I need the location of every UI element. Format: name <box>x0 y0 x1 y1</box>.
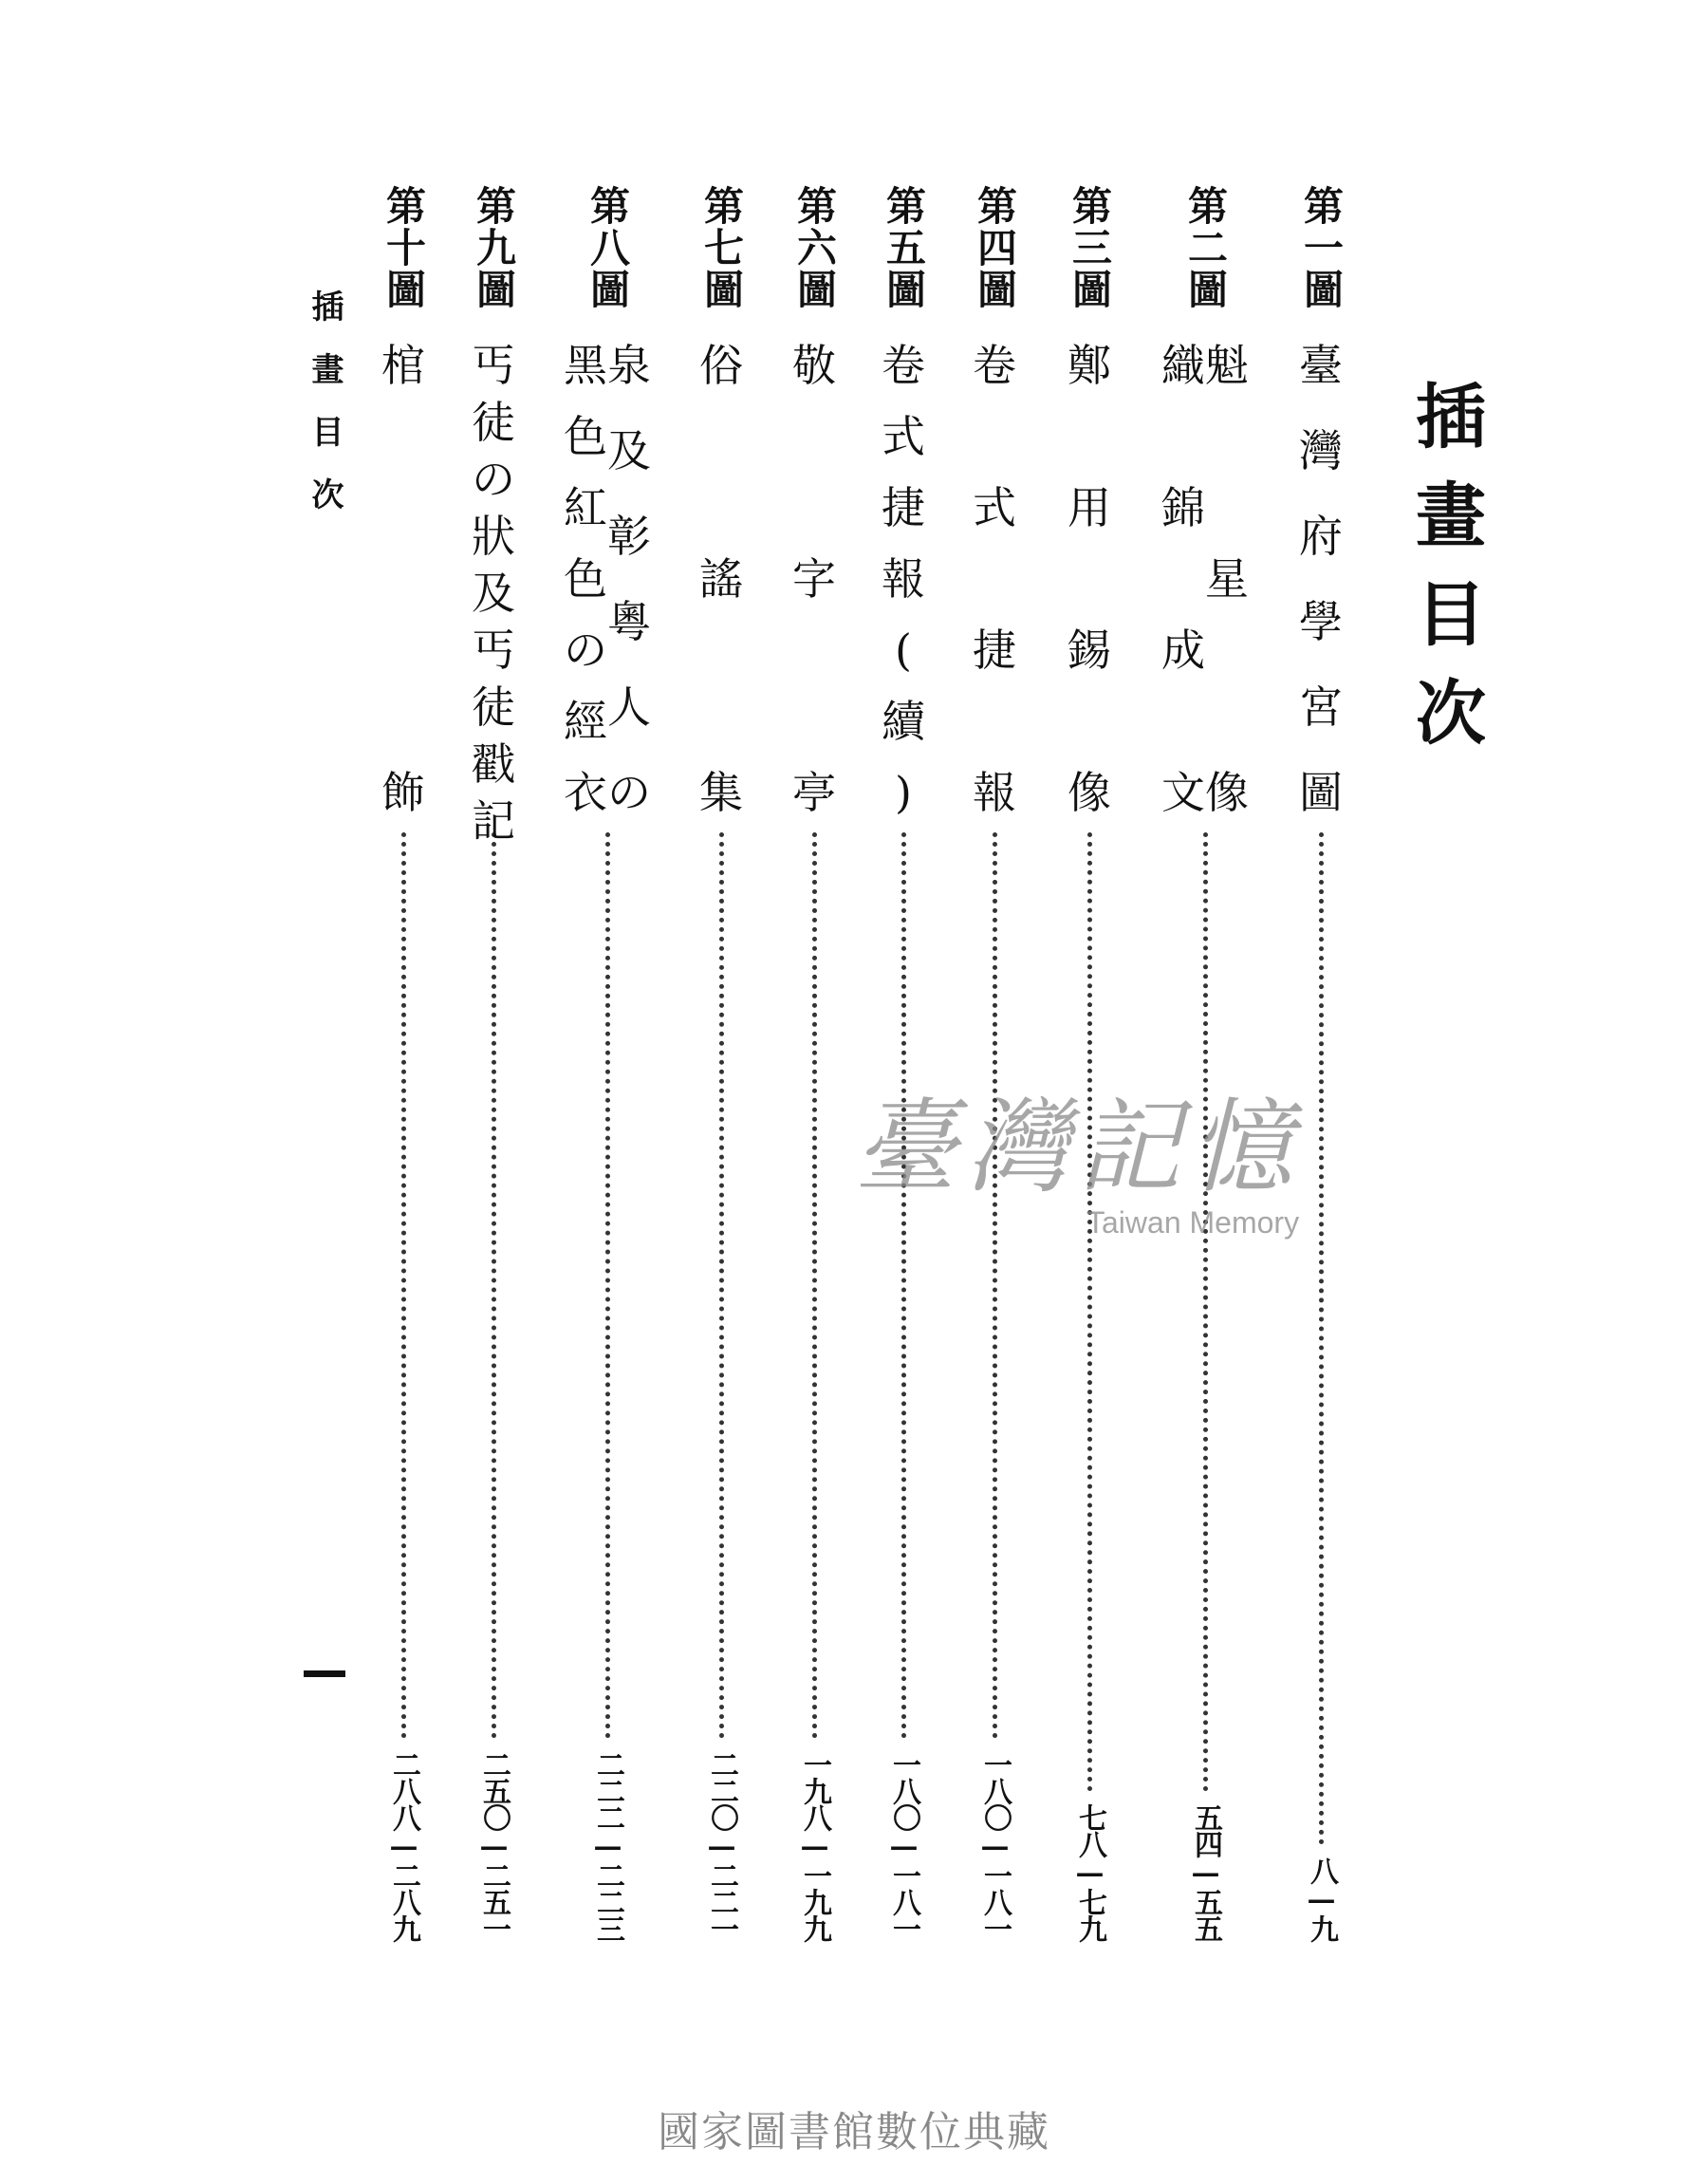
figure-caption <box>776 337 852 821</box>
caption-char: 臺 <box>1299 340 1343 391</box>
page-range: 八—九 <box>1305 1856 1338 1941</box>
caption-char: 飾 <box>381 767 425 818</box>
caption-char: 衣 <box>564 767 607 818</box>
figure-label: 第十圖 <box>381 185 427 310</box>
entry-10 <box>365 185 441 1941</box>
caption-char: 學 <box>1299 596 1343 647</box>
caption-char: 丐 <box>472 340 515 391</box>
caption-char: 徒 <box>472 681 515 733</box>
caption-char: 星 <box>1205 553 1249 605</box>
caption-line <box>699 337 743 821</box>
figure-caption <box>956 337 1032 821</box>
figure-label: 第五圖 <box>881 185 927 310</box>
caption-char: 用 <box>1068 482 1111 533</box>
figure-caption <box>455 337 531 847</box>
caption-char: 泉 <box>607 340 651 391</box>
caption-char: 戳 <box>472 738 515 790</box>
caption-char: 府 <box>1299 511 1343 562</box>
caption-char: 色 <box>564 553 607 605</box>
figure-label: 第九圖 <box>471 185 517 310</box>
figure-label: 第八圖 <box>585 185 631 310</box>
caption-char: ( <box>895 625 912 676</box>
page-range: 五四—五五 <box>1189 1803 1222 1941</box>
figure-label: 第二圖 <box>1182 185 1229 310</box>
caption-char: 圖 <box>1299 767 1343 818</box>
watermark-cn: 臺灣記憶 <box>854 1089 1303 1207</box>
figure-caption <box>683 337 759 821</box>
caption-line <box>381 337 425 821</box>
entry-3 <box>1051 185 1127 1941</box>
dot-leader <box>492 832 496 1739</box>
caption-line <box>1205 337 1249 821</box>
entry-4 <box>956 185 1032 1941</box>
caption-char: 彰 <box>607 511 651 562</box>
caption-char: 報 <box>973 767 1016 818</box>
caption-line <box>1299 337 1343 821</box>
caption-char: 敬 <box>792 340 836 391</box>
caption-char: 徒 <box>472 397 515 448</box>
figure-label: 第一圖 <box>1298 185 1345 310</box>
caption-line <box>607 337 651 821</box>
entry-6 <box>776 185 852 1941</box>
dot-leader <box>1203 832 1208 1792</box>
caption-char: の <box>472 454 515 505</box>
watermark-en: Taiwan Memory <box>1086 1205 1300 1240</box>
entry-8 <box>564 185 651 1941</box>
caption-char: 式 <box>973 482 1016 533</box>
dot-leader <box>401 832 406 1739</box>
figure-label: 第七圖 <box>698 185 745 310</box>
caption-char: 魁 <box>1205 340 1249 391</box>
dot-leader <box>993 832 997 1739</box>
dot-leader <box>605 832 610 1739</box>
caption-char: 集 <box>699 767 743 818</box>
caption-char: 謠 <box>699 553 743 605</box>
caption-char: の <box>564 625 607 676</box>
caption-char: 灣 <box>1299 425 1343 476</box>
page-range: 二八八—二八九 <box>387 1750 420 1941</box>
caption-char: 卷 <box>882 340 925 391</box>
caption-char: 亭 <box>792 767 836 818</box>
caption-char: 黑 <box>564 340 607 391</box>
caption-char: 狀 <box>472 511 515 562</box>
figure-label: 第三圖 <box>1067 185 1113 310</box>
page-range: 二五〇—二五一 <box>477 1750 511 1941</box>
caption-char: 粵 <box>607 596 651 647</box>
caption-line <box>564 337 607 821</box>
caption-char: 鄭 <box>1068 340 1111 391</box>
running-head: 插畫目次 <box>306 289 343 540</box>
page-range: 一八〇—一八一 <box>978 1750 1012 1941</box>
caption-char: 紅 <box>564 482 607 533</box>
figure-caption <box>865 337 941 821</box>
page-range: 一八〇—一八一 <box>887 1750 920 1941</box>
caption-char: 色 <box>564 411 607 462</box>
caption-char: 捷 <box>882 482 925 533</box>
caption-char: 成 <box>1161 625 1205 676</box>
caption-char: 像 <box>1205 767 1249 818</box>
caption-line <box>973 337 1016 821</box>
figure-caption <box>365 337 441 821</box>
caption-line <box>472 337 515 847</box>
page-title: 插畫目次 <box>1404 380 1486 774</box>
entry-1 <box>1283 185 1359 1941</box>
caption-char: 棺 <box>381 340 425 391</box>
caption-char: 續 <box>882 696 925 747</box>
page-number <box>304 1670 345 1677</box>
figure-caption <box>564 337 651 821</box>
caption-char: 及 <box>472 568 515 619</box>
caption-char: 字 <box>792 553 836 605</box>
figure-caption <box>1051 337 1127 821</box>
figure-label: 第六圖 <box>791 185 838 310</box>
caption-char: 織 <box>1161 340 1205 391</box>
entry-2 <box>1161 185 1249 1941</box>
caption-char: 經 <box>564 696 607 747</box>
caption-char: 人 <box>607 681 651 733</box>
caption-char: 錦 <box>1161 482 1205 533</box>
page-range: 一九八—一九九 <box>798 1750 831 1941</box>
page-range: 二二〇—二二一 <box>705 1750 738 1941</box>
caption-char: 俗 <box>699 340 743 391</box>
caption-char: の <box>607 767 651 818</box>
caption-char: 錫 <box>1068 625 1111 676</box>
page-range: 七八—七九 <box>1073 1803 1106 1941</box>
footer-credit: 國家圖書館數位典藏 <box>658 2108 1050 2156</box>
caption-char: 捷 <box>973 625 1016 676</box>
caption-char: 卷 <box>973 340 1016 391</box>
caption-line <box>882 337 925 821</box>
caption-char: 式 <box>882 411 925 462</box>
caption-char: 文 <box>1161 767 1205 818</box>
figure-caption <box>1283 337 1359 821</box>
caption-char: 像 <box>1068 767 1111 818</box>
dot-leader <box>812 832 817 1739</box>
dot-leader <box>1319 832 1324 1845</box>
caption-char: 丐 <box>472 625 515 676</box>
caption-char: 記 <box>472 795 515 847</box>
caption-char: 報 <box>882 553 925 605</box>
caption-line <box>1161 337 1205 821</box>
figure-label: 第四圖 <box>972 185 1018 310</box>
caption-line <box>1068 337 1111 821</box>
page-range: 二二二—二二三 <box>591 1750 624 1941</box>
entry-5 <box>865 185 941 1941</box>
caption-char: ) <box>895 767 912 818</box>
figure-caption <box>1161 337 1249 821</box>
caption-line <box>792 337 836 821</box>
entry-9 <box>455 185 531 1941</box>
dot-leader <box>1087 832 1092 1792</box>
caption-char: 及 <box>607 425 651 476</box>
dot-leader <box>901 832 906 1739</box>
entry-7 <box>683 185 759 1941</box>
dot-leader <box>719 832 724 1739</box>
caption-char: 宮 <box>1299 681 1343 733</box>
